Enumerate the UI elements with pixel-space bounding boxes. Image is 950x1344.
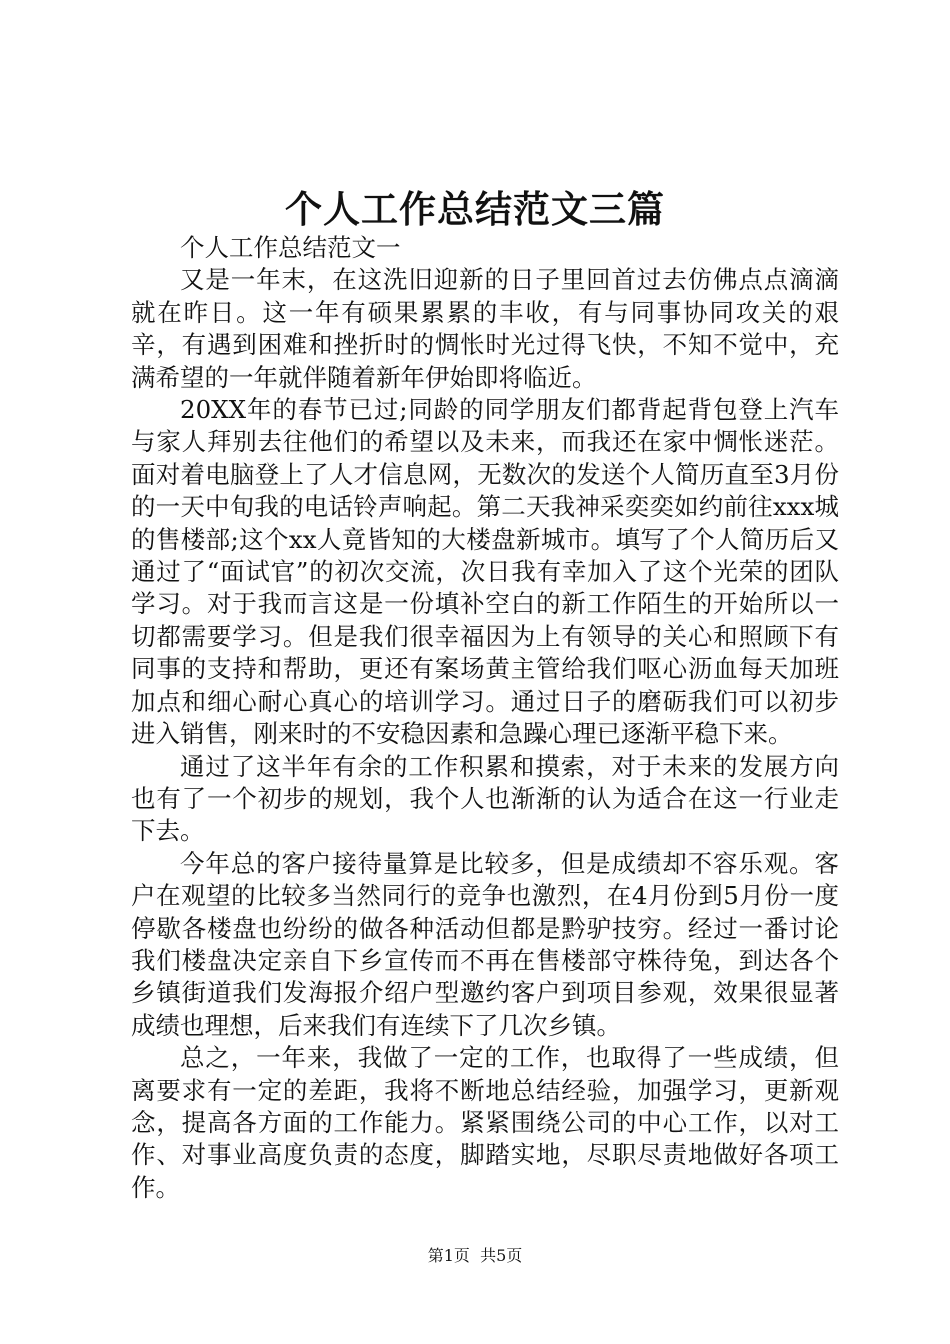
page-count: 共5页 xyxy=(480,1246,523,1265)
page-number: 第1页 xyxy=(427,1246,470,1265)
document-body xyxy=(131,232,839,1204)
section-heading: 个人工作总结范文一 xyxy=(180,233,401,262)
paragraph: 通过了这半年有余的工作积累和摸索，对于未来的发展方向也有了一个初步的规划，我个人也渐渐的认为适合在这一行业走下去。 xyxy=(131,751,839,846)
paragraph: 今年总的客户接待量算是比较多，但是成绩却不容乐观。客户在观望的比较多当然同行的竞争也激烈，在4月份到5月份一度停歇各楼盘也纷纷的做各种活动但都是黔驴技穷。经过一番讨论我们楼盘决定亲自下乡宣传而不再在售楼部守株待兔，到达各个乡镇街道我们发海报介绍户型邀约客户到项目参观，效果很显著成绩也理想，后来我们有连续下了几次乡镇。 xyxy=(131,848,839,1040)
page-footer xyxy=(0,1244,950,1268)
paragraph: 20XX年的春节已过;同龄的同学朋友们都背起背包登上汽车与家人拜别去往他们的希望以及未来，而我还在家中惆怅迷茫。面对着电脑登上了人才信息网，无数次的发送个人简历直至3月份的一天中旬我的电话铃声响起。第二天我神采奕奕如约前往xxx城的售楼部;这个xx人竟皆知的大楼盘新城市。填写了个人简历后又通过了“面试官”的初次交流，次日我有幸加入了这个光荣的团队学习。对于我而言这是一份填补空白的新工作陌生的开始所以一切都需要学习。但是我们很幸福因为上有领导的关心和照顾下有同事的支持和帮助，更还有案场黄主管给我们呕心沥血每天加班加点和细心耐心真心的培训学习。通过日子的磨砺我们可以初步进入销售，刚来时的不安稳因素和急躁心理已逐渐平稳下来。 xyxy=(131,395,839,749)
paragraph: 总之，一年来，我做了一定的工作，也取得了一些成绩，但离要求有一定的差距，我将不断地总结经验，加强学习，更新观念，提高各方面的工作能力。紧紧围绕公司的中心工作，以对工作、对事业高度负责的态度，脚踏实地，尽职尽责地做好各项工作。 xyxy=(131,1043,839,1202)
paragraph: 又是一年末，在这洗旧迎新的日子里回首过去仿佛点点滴滴就在昨日。这一年有硕果累累的丰收，有与同事协同攻关的艰辛，有遇到困难和挫折时的惆怅时光过得飞快，不知不觉中，充满希望的一年就伴随着新年伊始即将临近。 xyxy=(131,265,839,392)
document-title: 个人工作总结范文三篇 xyxy=(285,187,665,231)
